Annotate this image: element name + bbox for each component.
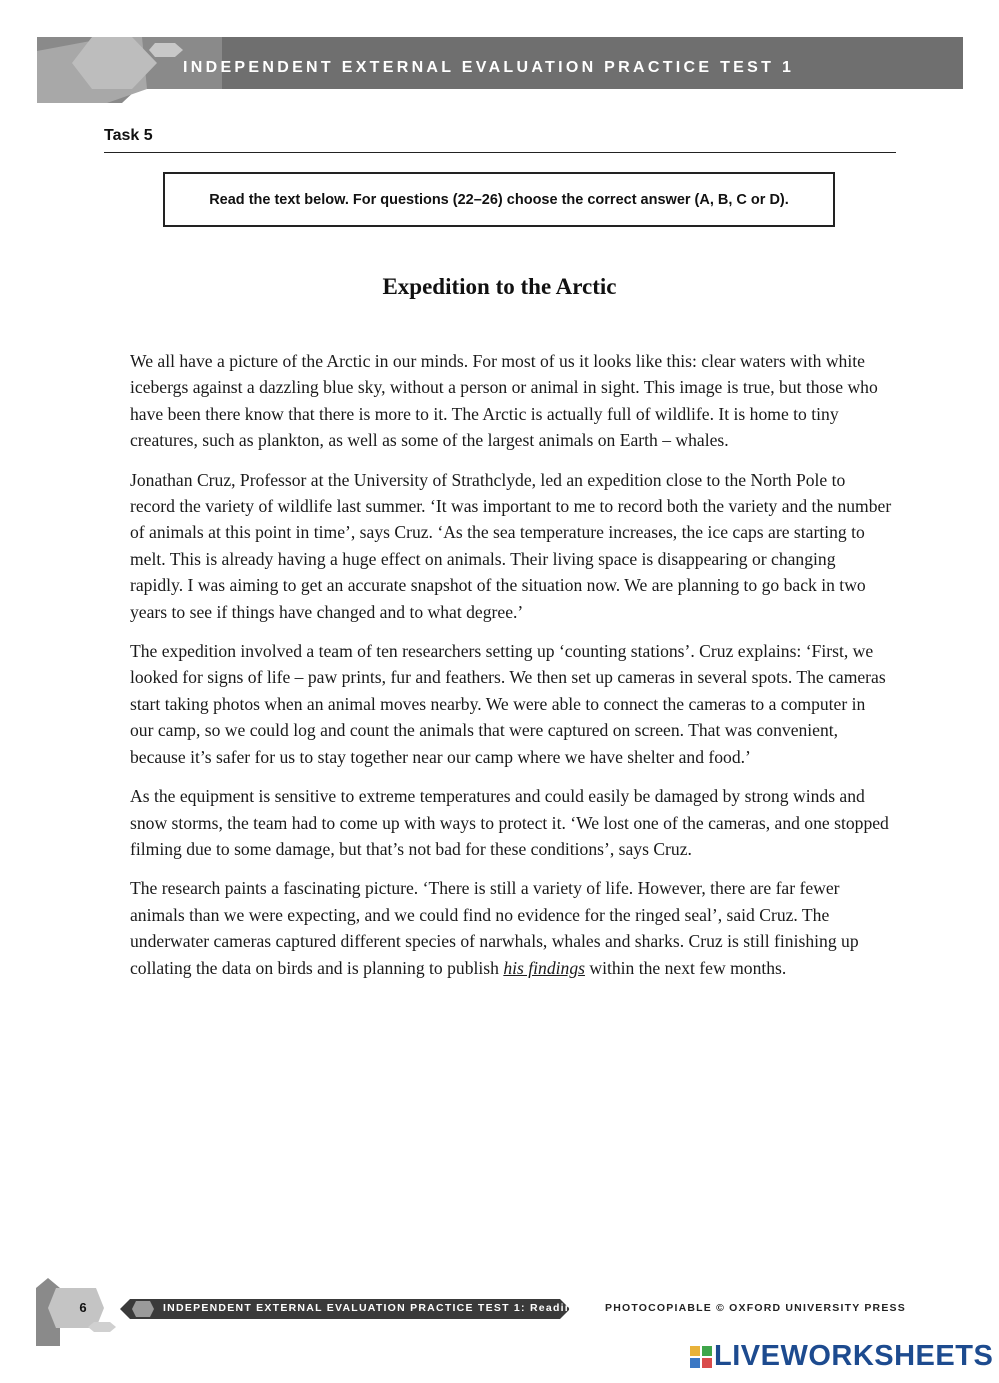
paragraph-5-end: within the next few months. [584,957,787,978]
his-findings-phrase: his findings [503,957,585,978]
article-title: Expedition to the Arctic [382,274,617,299]
paragraph-1: We all have a picture of the Arctic in our minds. For most of us it looks like this: clear waters with white icebergs against a dazzling blue sky, without a person or animal in sight. This image is true, but those who have been there know that there is more to it. The Arctic is actually full of wildlife. It is home to tiny creatures, such as plankton, as well as some of the largest animals on Earth – whales. [130,351,878,451]
paragraph-5-text: The research paints a fascinating picture. ‘There is still a variety of life. However, there are far fewer animals than we were expecting, and we could find no evidence for the ringed seal’, said Cruz. The underwater cameras captured different species of narwhals, whales and sharks. Cruz is still finishing up collating the data on birds and is planning to publish [130,878,859,978]
liveworksheets-logo-text[interactable]: LIVEWORKSHEETS [714,1340,994,1372]
paragraph-2: Jonathan Cruz, Professor at the University of Strathclyde, led an expedition close to the North Pole to record the variety of wildlife last summer. ‘It was important to me to record both the variety and the number of animals at this point in time’, says Cruz. ‘As the sea temperature increases, the ice caps are starting to melt. This is already having a huge effect on animals. Their living space is disappearing or changing rapidly. I was aiming to get an accurate snapshot of the situation now. We are planning to go back in two years to see if things have changed and to what degree.’ [130,469,892,622]
instruction-box [163,172,835,227]
instruction-text: Read the text below. For questions (22–26) choose the correct answer (A, B, C or D). [209,191,789,208]
footer-test-title: INDEPENDENT EXTERNAL EVALUATION PRACTICE TEST 1: Reading [163,1302,581,1314]
copyright-notice: PHOTOCOPIABLE © OXFORD UNIVERSITY PRESS [605,1302,906,1314]
article-body [130,348,892,994]
header-title: INDEPENDENT EXTERNAL EVALUATION PRACTICE TEST 1 [183,59,795,76]
page-number: 6 [79,1300,87,1315]
paragraph-5 [130,875,892,981]
paragraph-3: The expedition involved a team of ten researchers setting up ‘counting stations’. Cruz explains: ‘First, we looked for signs of life – paw prints, fur and feathers. We then set up cameras in several spots. The cameras start taking photos when an animal moves nearby. We were able to connect the cameras to a computer in our camp, so we could log and count the animals that were captured on screen. That was convenient, because it’s safer for us to stay together near our camp where we have shelter and food.’ [130,641,886,767]
paragraph-4: As the equipment is sensitive to extreme temperatures and could easily be damaged by strong winds and snow storms, the team had to come up with ways to protect it. ‘We lost one of the cameras, and one stopped filming due to some damage, but that’s not bad for these conditions’, says Cruz. [130,786,889,859]
task-label: Task 5 [104,127,153,144]
divider [104,152,896,153]
